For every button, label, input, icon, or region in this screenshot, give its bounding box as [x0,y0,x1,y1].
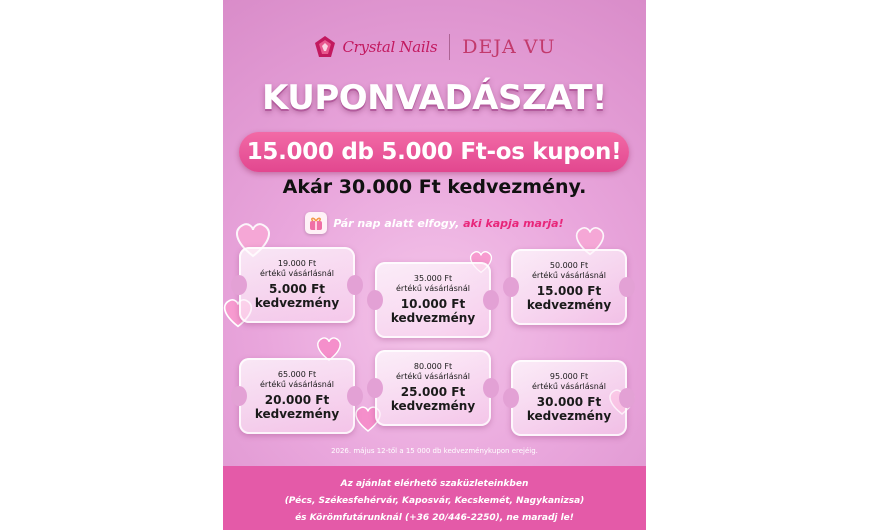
coupon-value-label: értékű vásárlásnál [260,269,334,278]
pink-present-icon [305,212,327,234]
coupon-discount-word: kedvezmény [254,407,340,421]
coupon-value-label: értékű vásárlásnál [396,372,470,381]
coupon-discount-word: kedvezmény [526,409,612,423]
coupon-discount-word: kedvezmény [390,399,476,413]
coupon-card [375,262,491,338]
coupon-value-label: értékű vásárlásnál [532,382,606,391]
coupon-amount: 95.000 Ft [549,372,589,381]
crystal-nails-logo-icon [313,35,337,59]
tagline-main: Pár nap alatt elfogy, [333,216,464,230]
coupon-amount: 19.000 Ft [277,259,317,268]
coupon-discount: 20.000 Ft [264,393,330,407]
coupon-discount: 10.000 Ft [400,297,466,311]
coupon-amount: 35.000 Ft [413,274,453,283]
promo-poster [223,0,646,530]
coupon-discount-word: kedvezmény [526,298,612,312]
footer-line-2: (Pécs, Székesfehérvár, Kaposvár, Kecskemét, Nagykanizsa) [284,496,585,506]
max-discount-heading: Akár 30.000 Ft kedvezmény. [282,176,587,198]
coupon-banner: 15.000 db 5.000 Ft-os kupon! [239,132,629,172]
coupon-amount: 65.000 Ft [277,370,317,379]
coupon-discount: 25.000 Ft [400,385,466,399]
coupon-card [239,358,355,434]
coupon-card [511,360,627,436]
coupon-amount: 50.000 Ft [549,261,589,270]
footer-line-3: és Körömfutárunknál (+36 20/446-2250), ne maradj le! [295,513,574,523]
coupon-card [239,247,355,323]
deja-vu-wordmark: DEJA VU [462,36,556,58]
brand-header [223,32,646,62]
coupon-value-label: értékű vásárlásnál [532,271,606,280]
page-title: KUPONVADÁSZAT! [261,78,607,118]
coupon-discount: 5.000 Ft [268,282,326,296]
coupon-amount: 80.000 Ft [413,362,453,371]
coupon-value-label: értékű vásárlásnál [396,284,470,293]
crystal-nails-wordmark: Crystal Nails [342,38,438,56]
coupon-value-label: értékű vásárlásnál [260,380,334,389]
tagline-highlight: aki kapja marja! [463,216,564,230]
coupon-card [375,350,491,426]
coupon-card [511,249,627,325]
footer-line-1: Az ajánlat elérhető szaküzleteinkben [340,479,529,489]
coupon-discount-word: kedvezmény [390,311,476,325]
tagline-text [333,217,563,230]
crystal-nails-logo [313,35,437,59]
coupon-discount: 30.000 Ft [536,395,602,409]
coupon-discount: 15.000 Ft [536,284,602,298]
footer-banner [223,466,646,530]
coupon-discount-word: kedvezmény [254,296,340,310]
validity-note: 2026. május 12-től a 15 000 db kedvezménykupon erejéig. [331,447,538,455]
logo-divider [449,34,450,60]
